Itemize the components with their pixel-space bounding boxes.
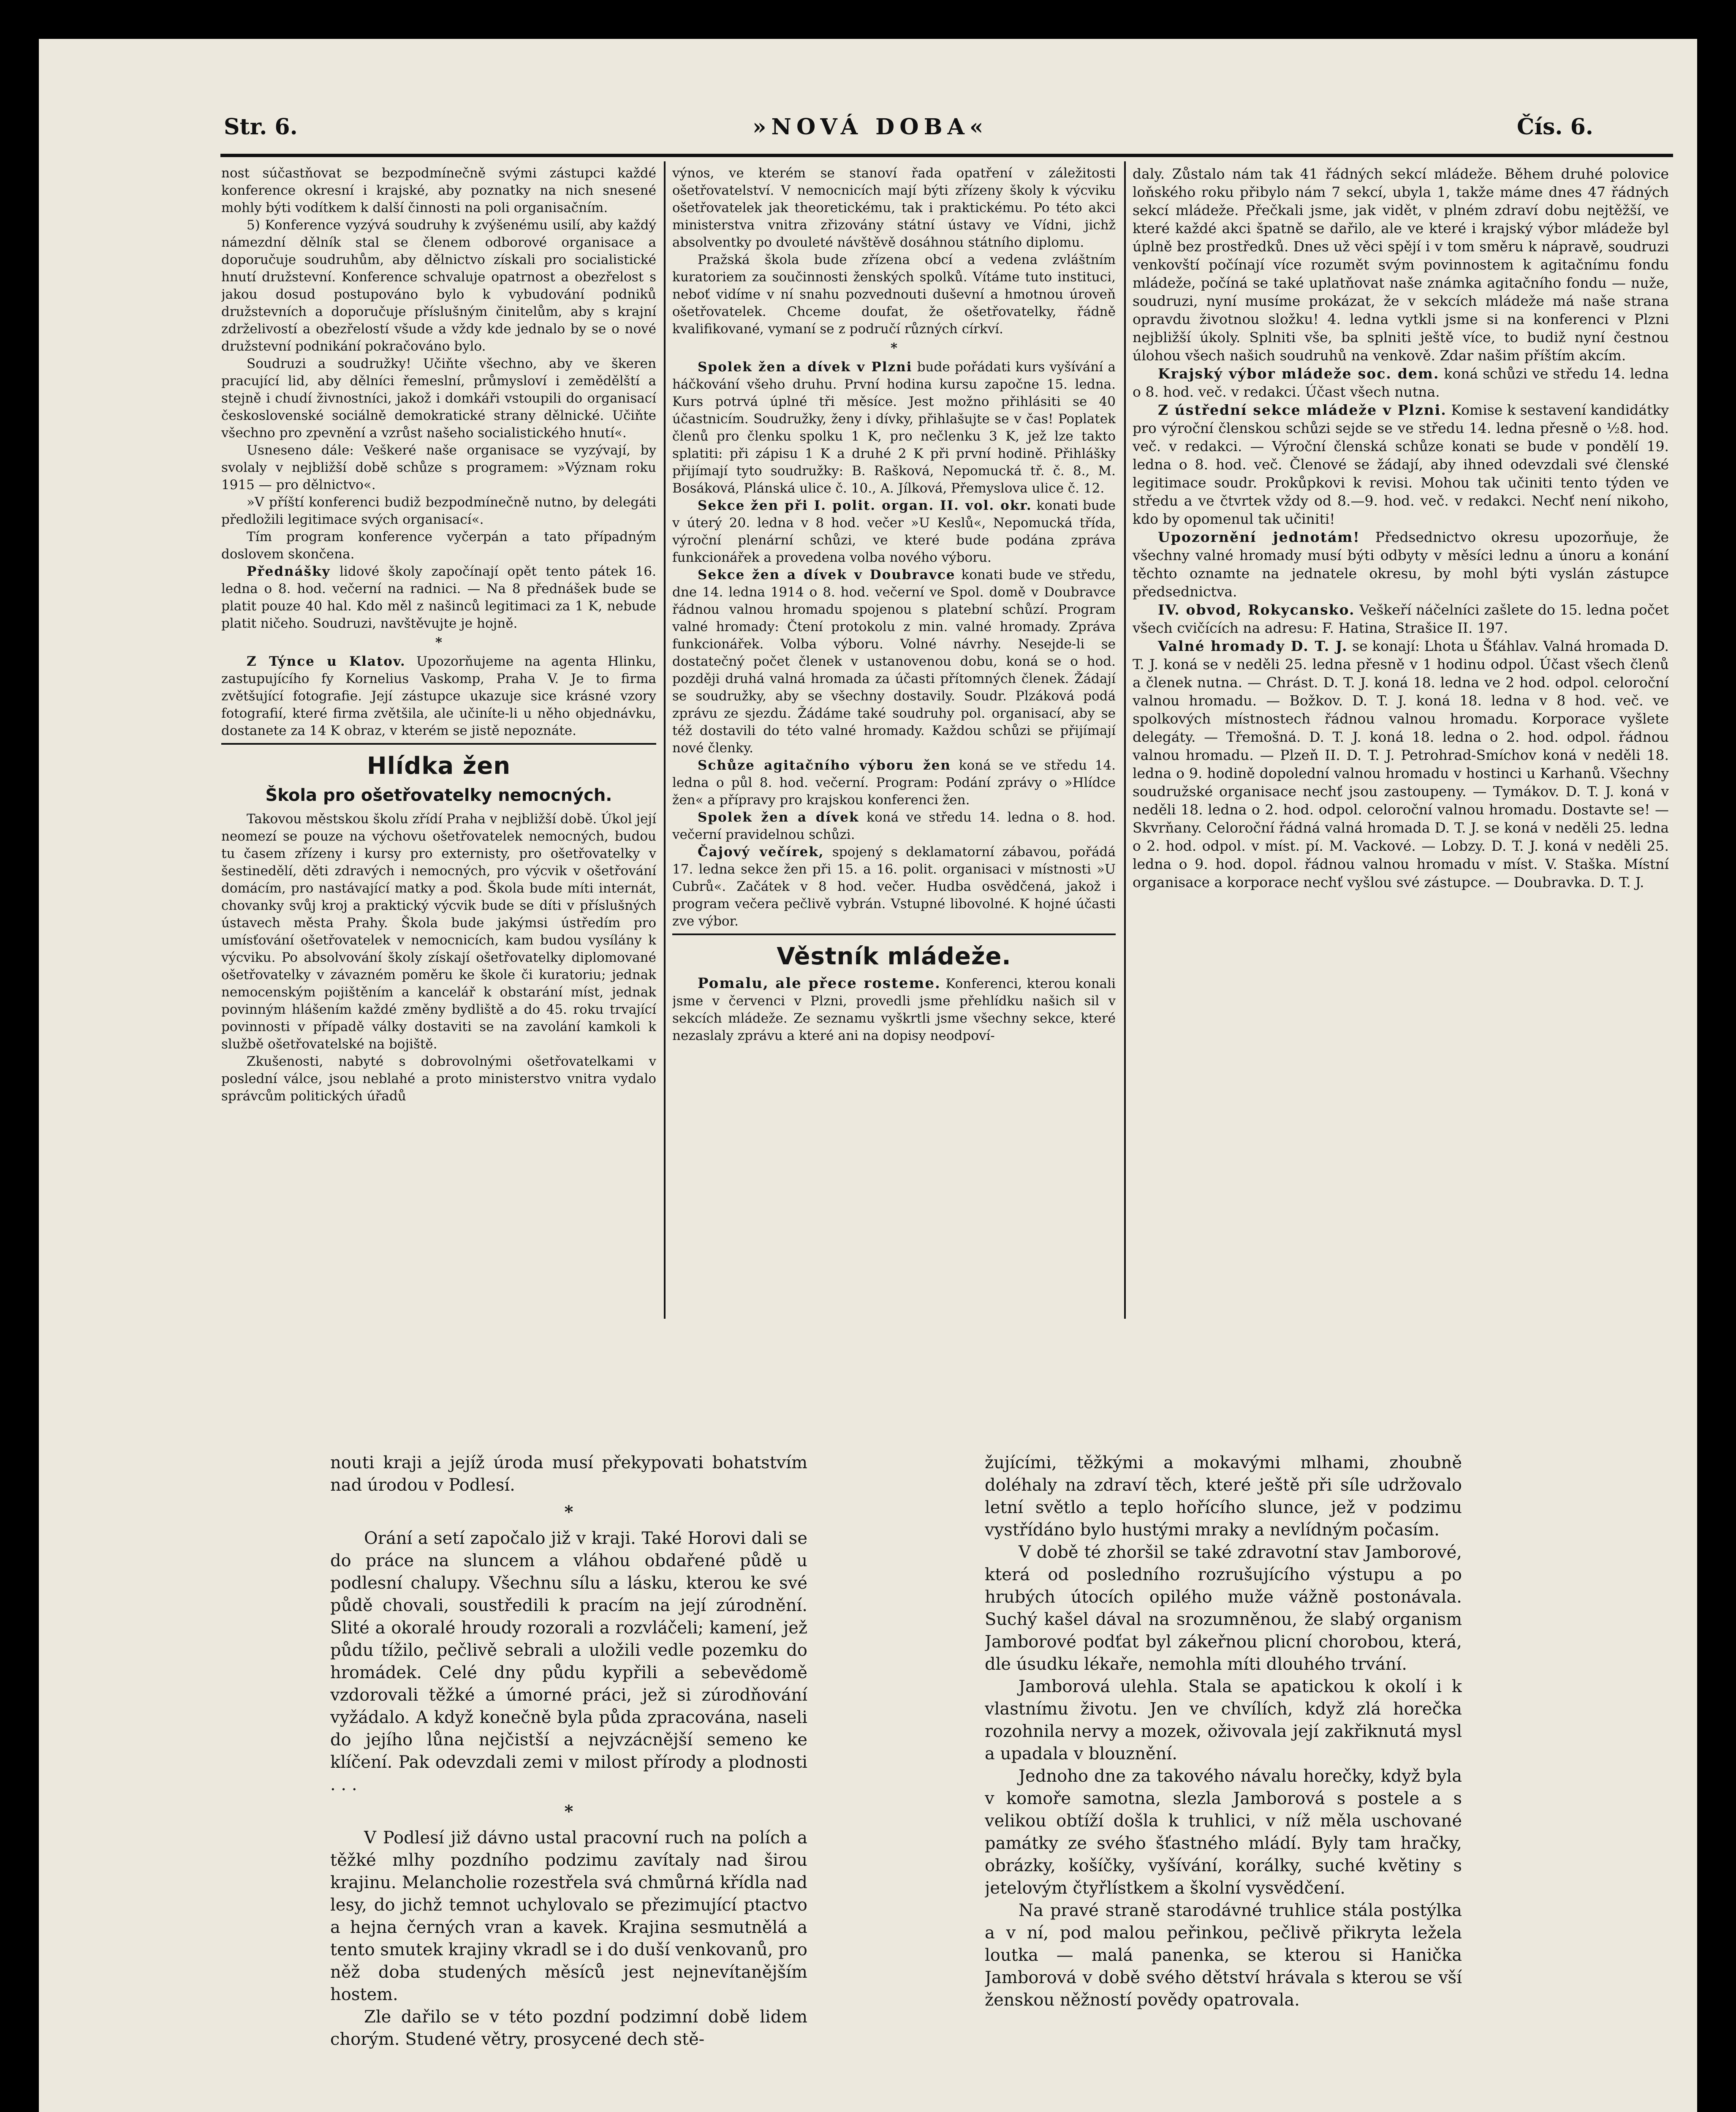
column-divider-1 [664,161,666,1319]
newspaper-page [39,39,1697,2112]
section-title-vestnik-mladeze: Věstník mládeže. [777,943,1011,970]
notice-text: koná ve středu 14. ledna o 8. hod. večerní pravidelnou schůzi. [672,810,1116,842]
notice-item [672,359,1116,497]
header-masthead: »NOVÁ DOBA« [753,114,989,140]
notice-title: Z ústřední sekce mládeže v Plzni. [1158,402,1447,418]
col2-paragraph: Pražská škola bude zřízena obcí a vedena zvláštním kuratoriem za součinnosti ženských spolků. Vítáme tuto instituci, neboť vidíme v ní snahu pozvednouti duševní a hmotnou úroveň ošetřovatelek. Chceme doufat, že ošetřovatelky, řádně kvalifikované, vymaní se z područí různých církví. [672,252,1116,337]
notice-item [672,566,1116,757]
separator-star: * [435,635,443,650]
notice-text: se konají: Lhota u Šťáhlav. Valná hromada D. T. J. koná se v neděli 25. ledna přesně v 1 hodinu odpol. Účast všech členů a členek nutna. — Chrást. D. T. J. koná 18. ledna ve 2 hod. odpol. celoroční valnou hromadu. — Božkov. D. T. J. koná 18. ledna v 8 hod. več. ve spolkových místnostech řádnou valnou hromadu. Korporace vyšlete delegáty. — Třemošná. D. T. J. koná 18. ledna o 2. hod. odpol. řádnou valnou hromadu. — Plzeň II. D. T. J. Petrohrad-Smíchov koná v neděli 18. ledna o 9. hodině dopolední valnou hromadu v hostinci u Karhanů. Všechny soudružské organisace nechť jsou zastoupeny. — Tymákov. D. T. J. koná v neděli 18. ledna o 2. hod. odpol. celoroční valnou hromadu. Dostavte se! — Skvrňany. Celoroční řádná valná hromada D. T. J. se koná v neděli 25. ledna o 2. hod. odpol. v míst. pí. M. Vackové. — Lobzy. D. T. J. koná v neděli 25. ledna o 9. hod. dopol. řádnou valnou hromadu v míst. V. Staška. Místní organisace a korporace nechť vyšlou své zástupce. — Doubravka. D. T. J. [1133,638,1669,890]
section-rule [672,934,1116,935]
col1-paragraph: Soudruzi a soudružky! Učiňte všechno, aby ve škeren pracující lid, aby dělníci řemeslní, průmysloví i zemědělští a stejně i chudí živnostníci, jakož i domkáři vstoupili do organisací československé sociálně demokratické strany dělnické. Učiňte všechno pro zpevnění a vzrůst našeho socialistického hnutí«. [221,356,656,441]
notice-item [1133,637,1669,891]
notice-text: Předsednictvo okresu upozorňuje, že všechny valné hromady musí býti odbyty v měsíci lednu a únoru a konání těchto oznamte na jednatele okresu, by mohl býti vyslán zástupce předsednictva. [1133,529,1669,600]
notice-text: lidové školy započínají opět tento pátek 16. ledna o 8. hod. večerní na radnici. — Na 8 přednášek bude se platit pouze 40 hal. Kdo měl z našinců legitimaci za 1 K, nebude platit ničeho. Soudruzi, navštěvujte je hojně. [221,564,656,631]
notice-item [1133,601,1669,637]
novel-paragraph: Na pravé straně starodávné truhlice stála postýlka a v ní, pod malou peřinkou, pečlivě přikryta ležela loutka — malá panenka, se kterou si Hanička Jamborová v době svého dětství hrávala s kterou se vší ženskou něžností povědy opatrovala. [985,1901,1462,2010]
separator-star: * [564,1502,573,1522]
notice-item [672,844,1116,930]
notice-text: Upozorňujeme na agenta Hlinku, zastupujícího fy Kornelius Vaskomp, Praha V. Je to firma zvětšující fotografie. Její zástupce ukazuje sice krásné vzory fotografií, které firma zvětšila, ale učiníte-li u něho objednávku, dostanete za 14 K obraz, v kterém se jistě nepoznáte. [221,654,656,738]
column-1 [221,165,656,1318]
youth-article [672,975,1116,1045]
notice-title: Sekce žen při I. polit. organ. II. vol. okr. [698,498,1032,513]
youth-article-title: Pomalu, ale přece rosteme. [698,975,941,992]
novel-paragraph: Orání a setí započalo již v kraji. Také Horovi dali se do práce na sluncem a vláhou obdařené půdě u podlesní chalupy. Všechnu sílu a lásku, kterou ke své půdě chovali, soustředili k pracím na její zúrodnění. Slité a okoralé hroudy rozorali a rozvláčeli; kamení, jež půdu tížilo, pečlivě sebrali a uložili vedle pozemku do hromádek. Celé dny půdu kypřili a sebevědomě vzdorovali těžké a úmorné práci, jež si zúrodňování vyžádalo. A když konečně byla půda zpracována, naseli do jejího lůna nejčistší a nejvzácnější semeno ke klíčení. Pak odevzdali zemi v milost přírody a plodnosti . . . [330,1529,807,1794]
col2-paragraph: výnos, ve kterém se stanoví řada opatření v záležitosti ošetřovatelství. V nemocnicích mají býti zřízeny školy k výcviku ošetřovatelek jak theoretickému, tak i praktickému. Po této akci ministerstva vnitra zřizovány státní ústavy ve Vídni, jichž absolventky po dvouleté návštěvě dosáhnou státního diplomu. [672,166,1116,250]
col1-paragraph: Tím program konference vyčerpán a tato případným doslovem skončena. [221,529,656,562]
novel-right-page [985,1452,1462,2112]
col1-paragraph: Usneseno dále: Veškeré naše organisace se vyzývají, by svolaly v nejbližší době schůze s programem: »Význam roku 1915 — pro dělnictvo«. [221,443,656,493]
article-paragraph: Takovou městskou školu zřídí Praha v nejbližší době. Úkol její neomezí se pouze na výchovu ošetřovatelek nemocných, budou tu časem zřízeny i kursy pro externisty, pro ošetřovatelky v šestinedělí, děti zdravých i nemocných, pro výcvik v ošetřování domácím, pro nastávající matky a pod. Škola bude míti internát, chovanky svůj kroj a praktický výcvik bude se díti v příslušných ústavech města Prahy. Škola bude jakýmsi ústředím pro umísťování ošetřovatelek v nemocnicích, kam budou vysílány k výcviku. Po absolvování školy získají ošetřovatelky diplomované ošetřovatelky v závazném poměru ke škole či kuratoriu; jednak nemocenským pojištěním a kancelář k obstarání míst, jednak povinným hlášením každé změny bydliště a do 45. roku trvající povinnosti v případě války dostaviti se na zavolání kamkoli k službě ošetřovatelské na bojiště. [221,811,656,1052]
notice-item [672,809,1116,844]
notice-item [672,497,1116,566]
notice-title: Upozornění jednotám! [1158,529,1360,545]
notice-title: Krajský výbor mládeže soc. dem. [1158,365,1440,382]
notice-item [1133,365,1669,401]
notice-text: koná schůzi ve středu 14. ledna o 8. hod. več. v redakci. Účast všech nutna. [1133,365,1669,400]
novel-paragraph: nouti kraji a jejíž úroda musí překypovati bohatstvím nad úrodou v Podlesí. [330,1453,807,1495]
header-issue-number: Čís. 6. [1517,114,1593,140]
notice-item [1133,401,1669,528]
notice-title: Spolek žen a dívek v Plzni [698,359,913,375]
col1-paragraph: »V příští konferenci budiž bezpodmínečně nutno, by delegáti předložili legitimace svých organisací«. [221,495,656,527]
notice-title: Spolek žen a dívek [698,810,859,825]
col1-paragraph: nost súčastňovat se bezpodmínečně svými zástupci každé konference okresní i krajské, aby poznatky na nich snesené mohly býti vodítkem k další činnosti na poli organisačním. [221,166,656,215]
novel-paragraph: Zle dařilo se v této pozdní podzimní době lidem chorým. Studené větry, prosycené dech stě- [330,2007,807,2049]
novel-paragraph: V Podlesí již dávno ustal pracovní ruch na polích a těžké mlhy pozdního podzimu zavítaly nad širou krajinu. Melancholie rozestřela svá chmůrná křídla nad lesy, do jichž temnot uchylovalo se přezimující ptactvo a hejna černých vran a kavek. Krajina sesmutnělá a tento smutek krajiny vkradl se i do duší venkovanů, pro něž doba studených měsíců jest nejnevítanějším hostem. [330,1828,807,2004]
notice-text: Veškeří náčelníci zašlete do 15. ledna počet všech cvičících na adresu: F. Hatina, Strašice II. 197. [1133,601,1669,636]
notice-item [1133,528,1669,601]
column-2 [672,165,1116,1318]
notice-text: konati bude v úterý 20. ledna v 8 hod. večer »U Keslů«, Nepomucká třída, výroční plenární schůzi, ve které bude podána zpráva funkcionářek a provedena volba nového výboru. [672,498,1116,565]
separator-star: * [890,340,898,356]
notice-title: Přednášky [247,564,331,579]
notice-title: IV. obvod, Rokycansko. [1158,601,1355,618]
column-divider-2 [1124,161,1126,1319]
notice-prednasky [221,563,656,632]
novel-paragraph: Jednoho dne za takového návalu horečky, když byla v komoře samotna, slezla Jamborová s postele a s velikou obtíží došla k truhlici, v níž měla uschované památky ze svého šťastného mládí. Byly tam hračky, obrázky, košíčky, vyšívání, korálky, suché květiny s jetelovým čtyřlístkem a školní vysvědčení. [985,1766,1462,1898]
section-rule [221,743,656,745]
article-title: Škola pro ošetřovatelky nemocných. [265,786,612,805]
youth-article-text: Konferenci, kterou konali jsme v červenci v Plzni, provedli jsme přehlídku našich sil v sekcích mládeže. Ze seznamu vyškrtli jsme všechny sekce, které nezaslaly zprávu a které ani na dopisy neodpoví- [672,976,1116,1043]
header-page-label: Str. 6. [224,114,298,140]
notice-title: Valné hromady D. T. J. [1158,638,1348,654]
notice-title: Čajový večírek, [698,844,824,860]
novel-paragraph: V době té zhoršil se také zdravotní stav Jamborové, která od posledního rozrušujícího výstupu a po hrubých útocích opilého muže vážně postonávala. Suchý kašel dával na srozumněnou, že slabý organism Jamborové podťat byl zákeřnou plicní chorobou, která, dle úsudku lékaře, nemohla míti dlouhého trvání. [985,1543,1462,1674]
novel-paragraph: žujícími, těžkými a mokavými mlhami, zhoubně doléhaly na zdraví těch, které ještě při síle udržovalo letní světlo a teplo hořícího slunce, jež v podzimu vystřídáno bylo hustými mraky a nevlídným počasím. [985,1453,1462,1540]
section-title-hlidka-zen: Hlídka žen [367,752,511,780]
notice-text: konati bude ve středu, dne 14. ledna 1914 o 8. hod. večerní ve Spol. domě v Doubravce řádnou valnou hromadu spojenou s platební schůzí. Program valné hromady: Čtení protokolu z min. valné hromady. Zpráva funkcionářek. Volba výboru. Volné návrhy. Nesejde-li se dostatečný počet členek v ustanovenou dobu, koná se o hod. později druhá valná hromada za účasti přítomných členek. Žádají se soudružky, aby se všechny dostavily. Soudr. Plzáková podá zprávu ze sjezdu. Žádáme také soudruhy pol. organisací, aby se též dostavili do této valné hromady. Každou schůzi se přijímají nové členky. [672,567,1116,756]
notice-text: Komise k sestavení kandidátky pro výroční členskou schůzi sejde se ve středu 14. ledna přesně o ½8. hod. več. v redakci. — Výroční členská schůze konati se bude v pondělí 19. ledna o 8. hod. več. Členové se žádají, aby ihned odevzdali své členské legitimace soudr. Prokůpkovi k revisi. Mohou tak učiniti tento týden ve středu a ve čtvrtek vždy od 8.—9. hod. več. v redakci. Nechť není nikoho, kdo by opomenul tak učiniti! [1133,402,1669,527]
separator-star: * [564,1802,573,1821]
notice-text: koná se ve středu 14. ledna o půl 8. hod. večerní. Program: Podání zprávy o »Hlídce žen« a přípravy pro krajskou konferenci žen. [672,758,1116,808]
article-paragraph: Zkušenosti, nabyté s dobrovolnými ošetřovatelkami v poslední válce, jsou neblahé a proto ministerstvo vnitra vydalo správcům politických úřadů [221,1054,656,1104]
youth-article-continuation: daly. Zůstalo nám tak 41 řádných sekcí mládeže. Během druhé polovice loňského roku přibylo nám 7 sekcí, ubyla 1, takže máme dnes 47 řádných sekcí mládeže. Přečkali jsme, jak vidět, v plném zdraví dobu nejtěžší, ve které každé akci špatně se dařilo, ale ve které i krajský výbor mládeže byl úplně bez prostředků. Dnes už věci spějí i v tom směru k nápravě, soudruzi venkovští počínají více rozumět svým povinnostem k agitačnímu fondu mládeže, počíná se také uplatňovat naše známka agitačního fondu — nuže, soudruzi, nyní musíme prokázat, že v sekcích mládeže má naše strana opravdu životnou složku! 4. ledna vytkli jsme si na konferenci v Plzni nejbližší úkoly. Splniti vše, ba splniti ještě více, to budiž nyní čestnou úlohou všech našich soudruhů na venkově. Zdar našim příštím akcím. [1133,166,1669,364]
notice-title: Sekce žen a dívek v Doubravce [698,567,956,582]
notice-item [672,757,1116,809]
header-rule [220,154,1673,157]
notice-text: bude pořádati kurs vyšívání a háčkování všeho druhu. První hodina kursu započne 15. ledna. Kurs potrvá úplné tři měsíce. Jest možno přihlásiti se 40 účastnicím. Soudružky, ženy i dívky, přihlašujte se v čas! Poplatek členů pro členku spolku 1 K, pro nečlenku 3 K, jež lze takto splatiti: při zápisu 1 K a druhé 2 K při první hodině. Přihlášky přijímají tyto soudružky: B. Rašková, Nepomucká tř. č. 8., M. Bosáková, Plánská ulice č. 10., A. Jílková, Přemyslova ulice č. 12. [672,359,1116,496]
notice-tynce [221,653,656,740]
notice-title: Schůze agitačního výboru žen [698,758,951,773]
novel-paragraph: Jamborová ulehla. Stala se apatickou k okolí i k vlastnímu životu. Jen ve chvílích, když zlá horečka rozohnila nervy a mozek, oživovala její zakřiknutá mysl a upadala v blouznění. [985,1677,1462,1764]
col1-paragraph: 5) Konference vyzývá soudruhy k zvýšenému usilí, aby každý námezdní dělník stal se členem odborové organisace a doporučuje soudruhům, aby dělnictvo získali pro socialistické hnutí družstevní. Konference schvaluje opatrnost a obezřelost s jakou dosud postupováno bylo k vybudování podniků družstevních a doporučuje příslušným činitelům, aby s krajní zdrželivostí a obezřelostí všude a vždy kde jednalo by se o nové družstevní podnikání pokračováno bylo. [221,218,656,354]
novel-left-page [330,1452,807,2112]
notice-title: Z Týnce u Klatov. [247,654,406,669]
column-3 [1133,165,1669,1318]
notice-text: spojený s deklamatorní zábavou, pořádá 17. ledna sekce žen při 15. a 16. polit. organisaci v místnosti »U Cubrů«. Začátek v 8 hod. večer. Hudba osvědčená, jakož i program večera pečlivě vybrán. Vstupné libovolné. K hojné účasti zve výbor. [672,844,1116,929]
